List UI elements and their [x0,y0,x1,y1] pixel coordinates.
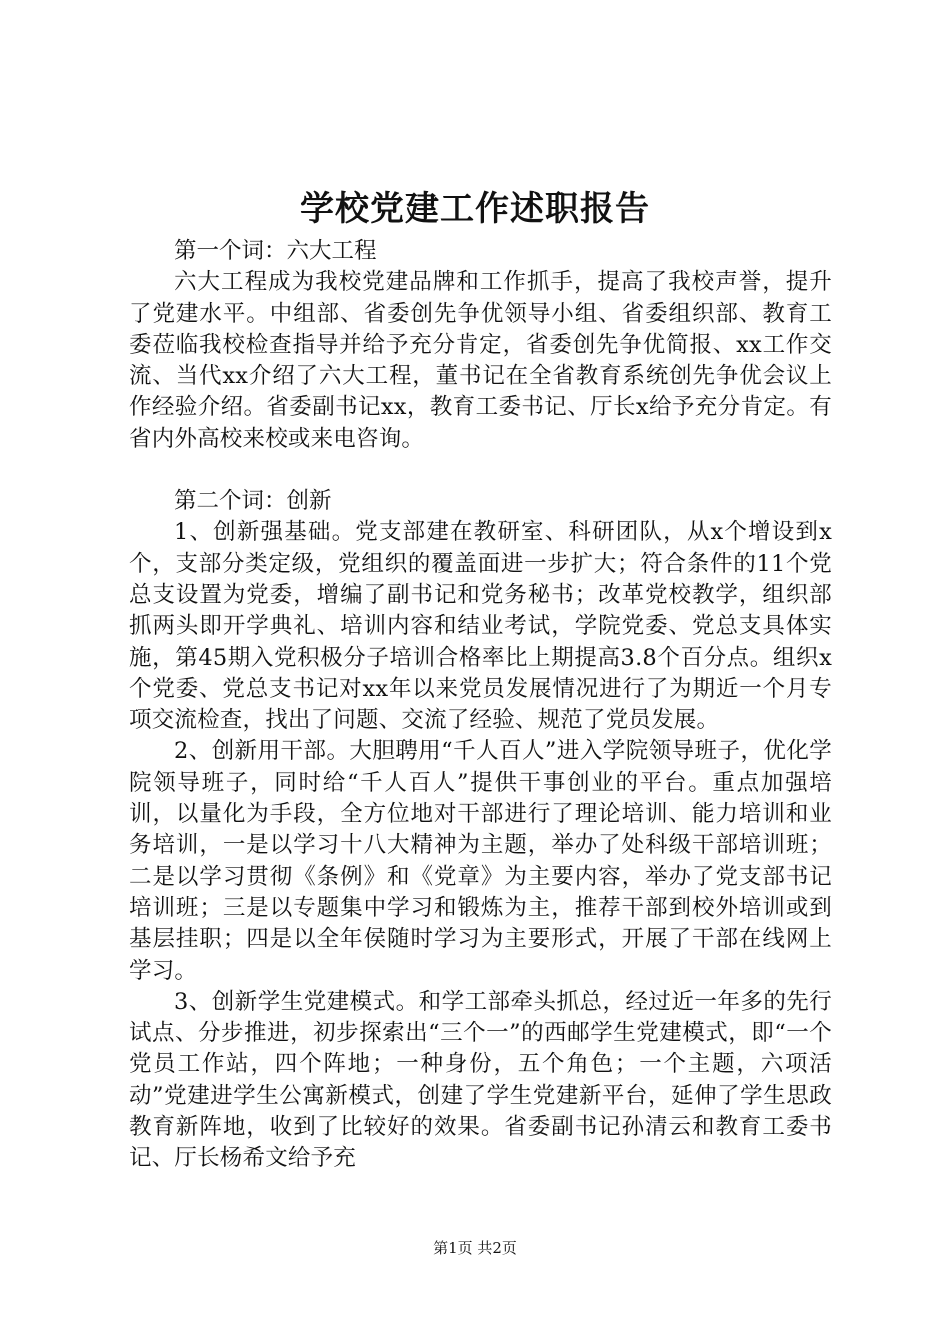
document-body [129,236,832,1175]
paragraph: 3、创新学生党建模式。和学工部牵头抓总，经过近一年多的先行试点、分步推进，初步探索出“三个一”的西邮学生党建模式，即“一个党员工作站，四个阵地；一种身份，五个角色；一个主题，六项活动”党建进学生公寓新模式，创建了学生党建新平台，延伸了学生思政教育新阵地，收到了比较好的效果。省委副书记孙清云和教育工委书记、厅长杨希文给予充 [129,988,832,1172]
paragraph: 1、创新强基础。党支部建在教研室、科研团队，从x个增设到x个，支部分类定级，党组织的覆盖面进一步扩大；符合条件的11个党总支设置为党委，增编了副书记和党务秘书；改革党校教学，组织部抓两头即开学典礼、培训内容和结业考试，学院党委、党总支具体实施，第45期入党积极分子培训合格率比上期提高3.8个百分点。组织x个党委、党总支书记对xx年以来党员发展情况进行了为期近一个月专项交流检查，找出了问题、交流了经验、规范了党员发展。 [129,519,832,734]
page-number: 第1页 [433,1239,473,1257]
section-spacer [129,455,832,486]
paragraph: 六大工程成为我校党建品牌和工作抓手，提高了我校声誉，提升了党建水平。中组部、省委创先争优领导小组、省委组织部、教育工委莅临我校检查指导并给予充分肯定，省委创先争优简报、xx工作交流、当代xx介绍了六大工程，董书记在全省教育系统创先争优会议上作经验介绍。省委副书记xx，教育工委书记、厅长x给予充分肯定。有省内外高校来校或来电咨询。 [129,269,832,452]
document-title: 学校党建工作述职报告 [300,189,650,229]
page-total: 共2页 [477,1239,517,1257]
page-footer [0,1238,950,1258]
section-heading-1: 第一个词：六大工程 [174,238,377,264]
paragraph: 2、创新用干部。大胆聘用“千人百人”进入学院领导班子，优化学院领导班子，同时给“千人百人”提供干事创业的平台。重点加强培训，以量化为手段，全方位地对干部进行了理论培训、能力培训和业务培训，一是以学习十八大精神为主题，举办了处科级干部培训班；二是以学习贯彻《条例》和《党章》为主要内容，举办了党支部书记培训班；三是以专题集中学习和锻炼为主，推荐干部到校外培训或到基层挂职；四是以全年侯随时学习为主要形式，开展了干部在线网上学习。 [129,738,832,984]
section-heading-2: 第二个词：创新 [174,488,332,515]
